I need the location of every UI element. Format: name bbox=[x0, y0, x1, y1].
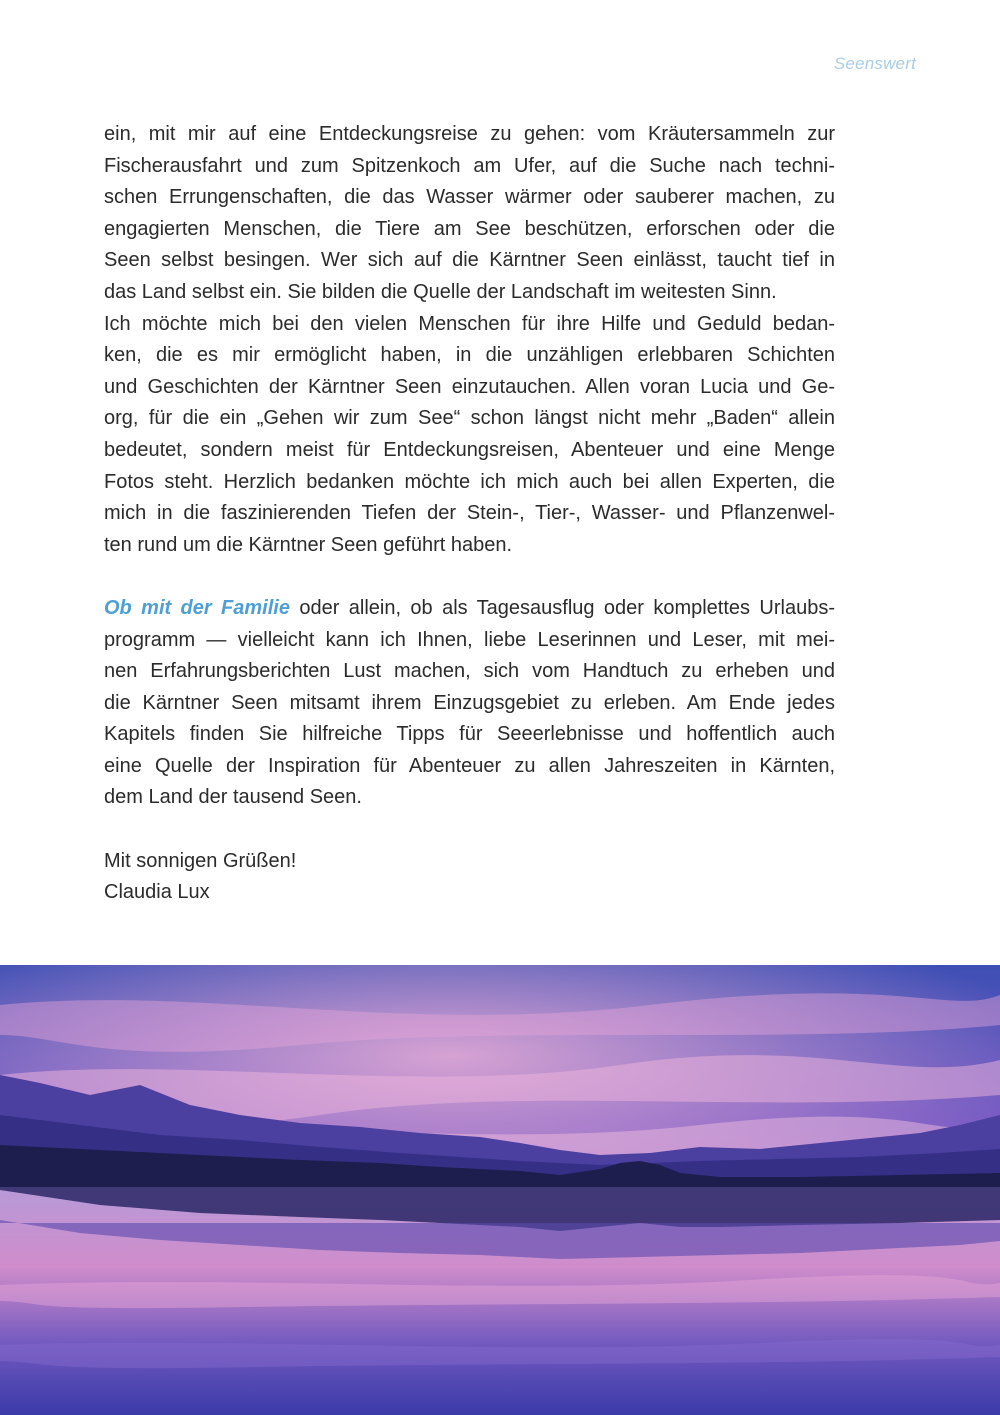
text-line: Seen selbst besingen. Wer sich auf die Kärntner Seen einlässt, taucht tief in bbox=[104, 249, 835, 272]
text-line: mich in die faszinierenden Tiefen der Stein-, Tier-, Wasser- und Pflanzenwel- bbox=[104, 502, 835, 525]
paragraph-3 bbox=[104, 593, 835, 814]
text-run: oder allein, ob als Tagesausflug oder komplettes Urlaubs- bbox=[289, 596, 835, 619]
paragraph-1 bbox=[104, 119, 835, 309]
text-line bbox=[104, 593, 835, 625]
text-line: Ich möchte mich bei den vielen Menschen für ihre Hilfe und Geduld bedan- bbox=[104, 312, 835, 335]
text-line: engagierten Menschen, die Tiere am See beschützen, erforschen oder die bbox=[104, 217, 835, 240]
text-line: programm — vielleicht kann ich Ihnen, liebe Leserinnen und Leser, mit mei- bbox=[104, 628, 835, 651]
text-line: ein, mit mir auf eine Entdeckungsreise zu gehen: vom Kräutersammeln zur bbox=[104, 123, 835, 145]
text-line: Fotos steht. Herzlich bedanken möchte ich mich auch bei allen Experten, die bbox=[104, 470, 835, 493]
text-line: ken, die es mir ermöglicht haben, in die unzähligen erlebbaren Schichten bbox=[104, 344, 835, 367]
text-line: das Land selbst ein. Sie bilden die Quelle der Landschaft im weitesten Sinn. bbox=[104, 280, 777, 303]
text-line: eine Quelle der Inspiration für Abenteuer zu allen Jahreszeiten in Kärnten, bbox=[104, 754, 835, 777]
greeting: Mit sonnigen Grüßen! bbox=[104, 849, 297, 872]
closing bbox=[104, 846, 835, 909]
text-line: dem Land der tausend Seen. bbox=[104, 786, 362, 809]
text-line: ten rund um die Kärntner Seen geführt haben. bbox=[104, 533, 513, 556]
signature: Claudia Lux bbox=[104, 881, 210, 904]
running-header: Seenswert bbox=[833, 54, 916, 73]
text-line: bedeutet, sondern meist für Entdeckungsreisen, Abenteuer und eine Menge bbox=[104, 438, 835, 461]
paragraph-2 bbox=[104, 309, 835, 562]
text-line: nen Erfahrungsberichten Lust machen, sich vom Handtuch zu erheben und bbox=[104, 660, 835, 683]
text-line: org, für die ein „Gehen wir zum See“ schon längst nicht mehr „Baden“ allein bbox=[104, 407, 835, 430]
text-line: schen Errungenschaften, die das Wasser wärmer oder sauberer machen, zu bbox=[104, 186, 835, 209]
lake-sunset-photo bbox=[0, 965, 1000, 1415]
lead-phrase: Ob mit der Familie bbox=[104, 596, 290, 619]
body-text bbox=[104, 119, 835, 909]
text-line: die Kärntner Seen mitsamt ihrem Einzugsgebiet zu erleben. Am Ende jedes bbox=[104, 691, 835, 714]
text-line: Fischerausfahrt und zum Spitzenkoch am Ufer, auf die Suche nach techni- bbox=[104, 154, 835, 177]
text-line: und Geschichten der Kärntner Seen einzutauchen. Allen voran Lucia und Ge- bbox=[104, 375, 835, 398]
text-line: Kapitels finden Sie hilfreiche Tipps für Seeerlebnisse und hoffentlich auch bbox=[104, 723, 835, 746]
